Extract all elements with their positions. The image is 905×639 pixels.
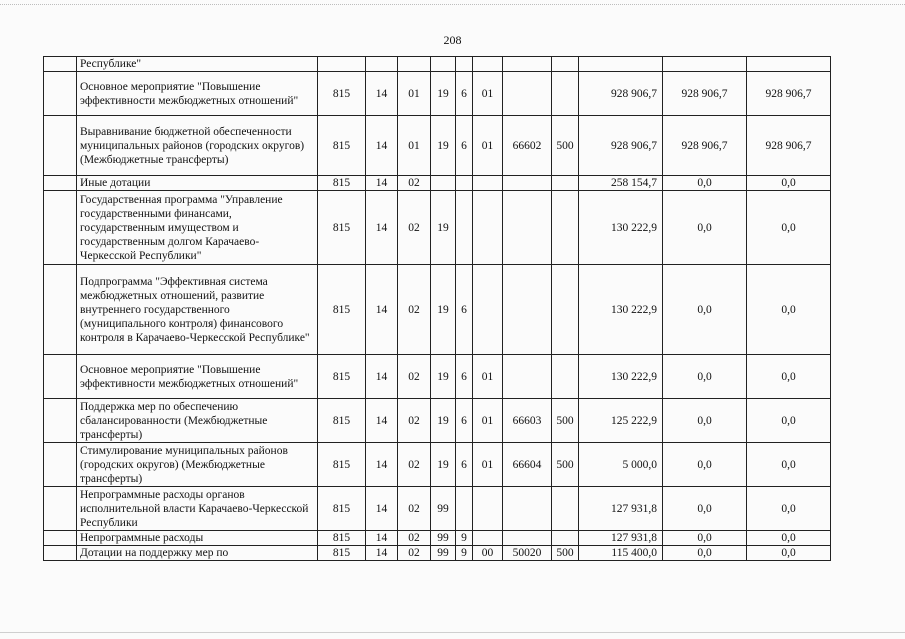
row-margin-cell [44, 265, 77, 355]
page-number: 208 [443, 33, 462, 47]
cell-amount-1: 127 931,8 [579, 487, 663, 531]
cell-event: 01 [473, 399, 503, 443]
cell-gr-code: 815 [318, 487, 366, 531]
scan-edge-top [0, 4, 905, 5]
cell-direction [503, 176, 552, 191]
cell-subsection: 02 [398, 176, 431, 191]
cell-subprogram: 9 [456, 531, 473, 546]
cell-direction: 66604 [503, 443, 552, 487]
cell-amount-3: 0,0 [747, 399, 831, 443]
cell-gr-code: 815 [318, 355, 366, 399]
cell-amount-3 [747, 57, 831, 72]
cell-subprogram: 6 [456, 355, 473, 399]
cell-event: 00 [473, 546, 503, 561]
cell-direction: 66603 [503, 399, 552, 443]
cell-expense-type [552, 531, 579, 546]
row-margin-cell [44, 399, 77, 443]
cell-direction [503, 57, 552, 72]
cell-expense-type [552, 487, 579, 531]
cell-expense-type [552, 72, 579, 116]
cell-section: 14 [366, 265, 398, 355]
cell-amount-2: 928 906,7 [663, 116, 747, 176]
cell-expense-type [552, 176, 579, 191]
cell-event: 01 [473, 116, 503, 176]
cell-section: 14 [366, 531, 398, 546]
cell-section: 14 [366, 487, 398, 531]
cell-direction [503, 72, 552, 116]
cell-gr-code: 815 [318, 72, 366, 116]
cell-program: 19 [431, 72, 456, 116]
cell-section: 14 [366, 443, 398, 487]
cell-program: 19 [431, 191, 456, 265]
row-name: Основное мероприятие "Повышение эффективности межбюджетных отношений" [77, 72, 318, 116]
scan-edge-bottom [0, 632, 905, 633]
cell-subsection: 01 [398, 72, 431, 116]
table-row [44, 57, 831, 72]
cell-subsection [398, 57, 431, 72]
cell-gr-code: 815 [318, 176, 366, 191]
cell-subprogram [456, 176, 473, 191]
cell-subprogram: 6 [456, 72, 473, 116]
row-name: Стимулирование муниципальных районов (городских округов) (Межбюджетные трансферты) [77, 443, 318, 487]
table-row [44, 72, 831, 116]
cell-event [473, 531, 503, 546]
row-margin-cell [44, 355, 77, 399]
cell-gr-code: 815 [318, 265, 366, 355]
table-row [44, 265, 831, 355]
cell-direction [503, 487, 552, 531]
cell-amount-1: 130 222,9 [579, 355, 663, 399]
cell-subprogram [456, 191, 473, 265]
cell-amount-2: 0,0 [663, 443, 747, 487]
cell-expense-type: 500 [552, 116, 579, 176]
cell-event [473, 191, 503, 265]
row-name: Дотации на поддержку мер по [77, 546, 318, 561]
cell-expense-type: 500 [552, 546, 579, 561]
cell-amount-3: 0,0 [747, 355, 831, 399]
cell-event: 01 [473, 443, 503, 487]
row-margin-cell [44, 176, 77, 191]
cell-expense-type: 500 [552, 399, 579, 443]
cell-direction [503, 191, 552, 265]
cell-program [431, 176, 456, 191]
row-margin-cell [44, 191, 77, 265]
cell-program [431, 57, 456, 72]
table-row [44, 399, 831, 443]
table-row [44, 191, 831, 265]
cell-event: 01 [473, 355, 503, 399]
cell-amount-2: 0,0 [663, 546, 747, 561]
cell-amount-1: 928 906,7 [579, 116, 663, 176]
cell-gr-code: 815 [318, 546, 366, 561]
cell-gr-code: 815 [318, 191, 366, 265]
cell-subprogram: 6 [456, 265, 473, 355]
row-name: Непрограммные расходы [77, 531, 318, 546]
row-name: Подпрограмма "Эффективная система межбюджетных отношений, развитие внутреннего государственного (муниципального контроля) финансового контроля в Карачаево-Черкесской Республике" [77, 265, 318, 355]
row-margin-cell [44, 116, 77, 176]
cell-program: 19 [431, 443, 456, 487]
cell-subsection: 02 [398, 355, 431, 399]
cell-amount-1: 125 222,9 [579, 399, 663, 443]
row-name: Выравнивание бюджетной обеспеченности муниципальных районов (городских округов) (Межбюджетные трансферты) [77, 116, 318, 176]
cell-event [473, 57, 503, 72]
cell-section: 14 [366, 399, 398, 443]
cell-amount-2: 0,0 [663, 399, 747, 443]
cell-subsection: 01 [398, 116, 431, 176]
cell-subprogram: 6 [456, 116, 473, 176]
cell-program: 19 [431, 265, 456, 355]
cell-subprogram: 9 [456, 546, 473, 561]
cell-gr-code: 815 [318, 443, 366, 487]
cell-direction: 50020 [503, 546, 552, 561]
row-name: Непрограммные расходы органов исполнительной власти Карачаево-Черкесской Республики [77, 487, 318, 531]
cell-direction [503, 265, 552, 355]
row-name: Иные дотации [77, 176, 318, 191]
cell-program: 99 [431, 487, 456, 531]
cell-amount-2: 0,0 [663, 355, 747, 399]
cell-amount-3: 0,0 [747, 487, 831, 531]
cell-section [366, 57, 398, 72]
cell-amount-2: 928 906,7 [663, 72, 747, 116]
cell-section: 14 [366, 355, 398, 399]
row-margin-cell [44, 487, 77, 531]
cell-gr-code: 815 [318, 116, 366, 176]
table-row [44, 443, 831, 487]
cell-expense-type [552, 57, 579, 72]
cell-amount-2: 0,0 [663, 191, 747, 265]
cell-amount-2 [663, 57, 747, 72]
cell-subprogram: 6 [456, 399, 473, 443]
row-name: Основное мероприятие "Повышение эффективности межбюджетных отношений" [77, 355, 318, 399]
cell-gr-code: 815 [318, 399, 366, 443]
table-row [44, 546, 831, 561]
cell-amount-3: 928 906,7 [747, 72, 831, 116]
table-body [44, 57, 831, 561]
row-margin-cell [44, 546, 77, 561]
cell-subsection: 02 [398, 546, 431, 561]
cell-amount-3: 928 906,7 [747, 116, 831, 176]
cell-section: 14 [366, 116, 398, 176]
cell-direction: 66602 [503, 116, 552, 176]
row-margin-cell [44, 443, 77, 487]
cell-subprogram: 6 [456, 443, 473, 487]
cell-subsection: 02 [398, 443, 431, 487]
cell-amount-1: 258 154,7 [579, 176, 663, 191]
cell-program: 19 [431, 355, 456, 399]
cell-section: 14 [366, 72, 398, 116]
cell-expense-type [552, 355, 579, 399]
cell-amount-3: 0,0 [747, 531, 831, 546]
cell-amount-2: 0,0 [663, 176, 747, 191]
cell-amount-3: 0,0 [747, 443, 831, 487]
table-row [44, 176, 831, 191]
table-row [44, 116, 831, 176]
cell-amount-2: 0,0 [663, 265, 747, 355]
cell-expense-type [552, 265, 579, 355]
cell-program: 99 [431, 531, 456, 546]
cell-amount-3: 0,0 [747, 546, 831, 561]
cell-expense-type [552, 191, 579, 265]
cell-amount-1 [579, 57, 663, 72]
cell-amount-3: 0,0 [747, 191, 831, 265]
row-name: Государственная программа "Управление государственными финансами, государственным имуществом и государственным долгом Карачаево-Черкесской Республики" [77, 191, 318, 265]
cell-subsection: 02 [398, 531, 431, 546]
table-row [44, 487, 831, 531]
row-margin-cell [44, 531, 77, 546]
cell-subsection: 02 [398, 191, 431, 265]
cell-section: 14 [366, 546, 398, 561]
cell-direction [503, 531, 552, 546]
cell-amount-3: 0,0 [747, 176, 831, 191]
cell-program: 19 [431, 399, 456, 443]
cell-amount-1: 127 931,8 [579, 531, 663, 546]
row-margin-cell [44, 72, 77, 116]
cell-expense-type: 500 [552, 443, 579, 487]
cell-event: 01 [473, 72, 503, 116]
cell-event [473, 265, 503, 355]
cell-event [473, 176, 503, 191]
table-row [44, 531, 831, 546]
cell-subsection: 02 [398, 265, 431, 355]
table-row [44, 355, 831, 399]
cell-gr-code [318, 57, 366, 72]
cell-amount-2: 0,0 [663, 531, 747, 546]
budget-table [43, 56, 831, 561]
cell-event [473, 487, 503, 531]
cell-subsection: 02 [398, 399, 431, 443]
cell-amount-1: 928 906,7 [579, 72, 663, 116]
cell-subprogram [456, 487, 473, 531]
cell-direction [503, 355, 552, 399]
cell-program: 99 [431, 546, 456, 561]
cell-program: 19 [431, 116, 456, 176]
cell-gr-code: 815 [318, 531, 366, 546]
cell-amount-3: 0,0 [747, 265, 831, 355]
cell-section: 14 [366, 191, 398, 265]
row-name: Поддержка мер по обеспечению сбалансированности (Межбюджетные трансферты) [77, 399, 318, 443]
cell-amount-1: 130 222,9 [579, 265, 663, 355]
cell-section: 14 [366, 176, 398, 191]
cell-amount-2: 0,0 [663, 487, 747, 531]
cell-amount-1: 5 000,0 [579, 443, 663, 487]
cell-subsection: 02 [398, 487, 431, 531]
cell-subprogram [456, 57, 473, 72]
row-margin-cell [44, 57, 77, 72]
cell-amount-1: 130 222,9 [579, 191, 663, 265]
cell-amount-1: 115 400,0 [579, 546, 663, 561]
row-name: Республике" [77, 57, 318, 72]
